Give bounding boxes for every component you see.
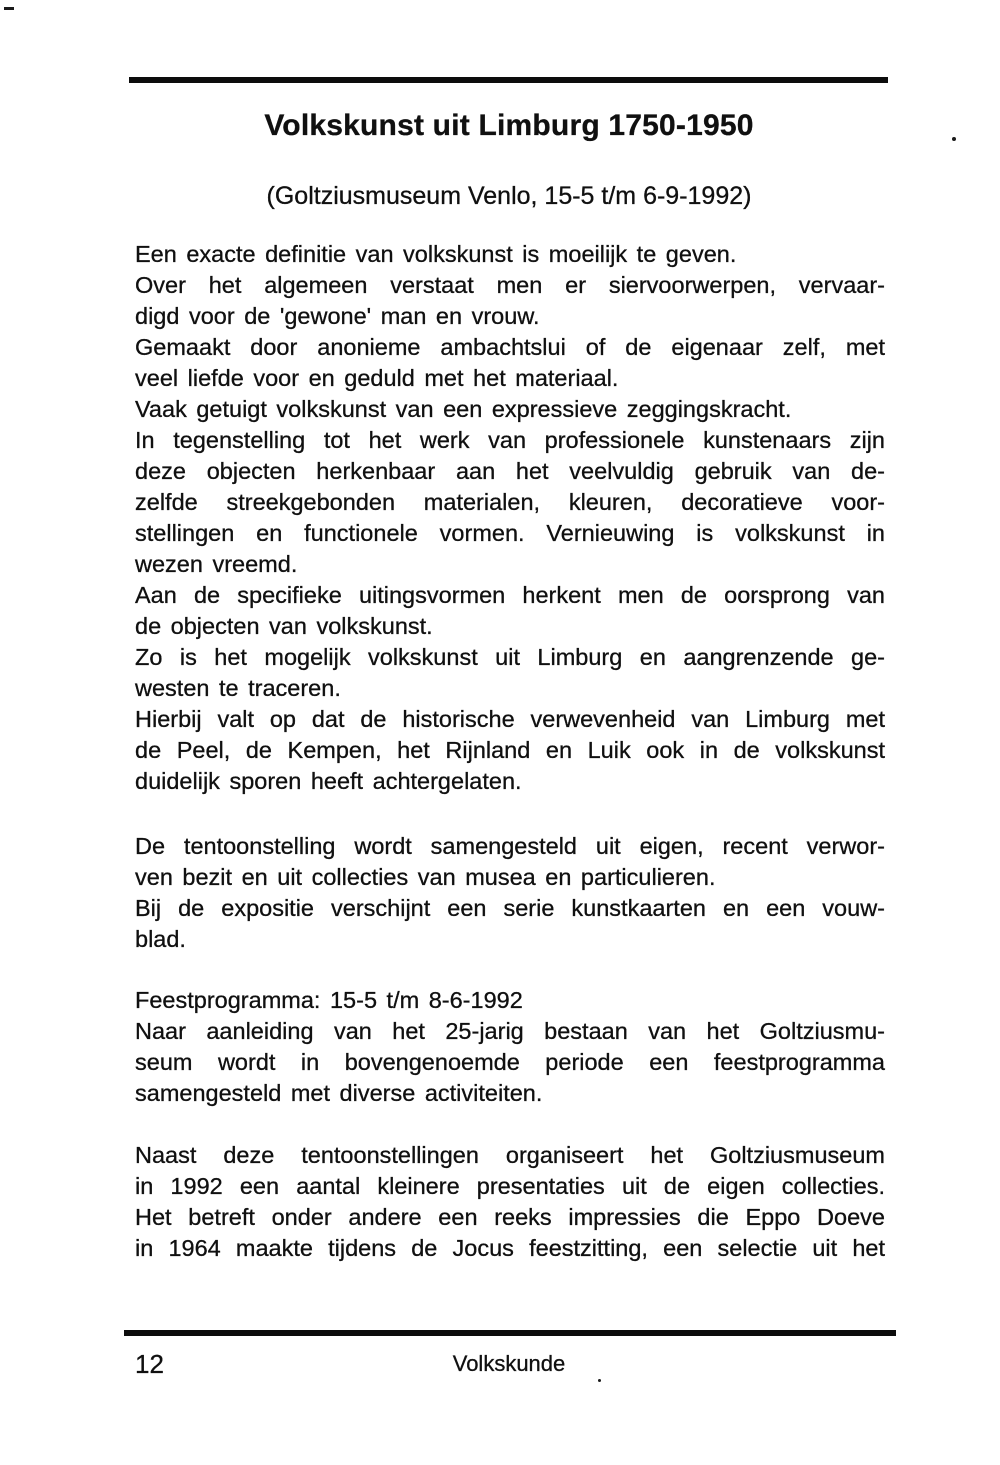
text-line: Naar aanleiding van het 25-jarig bestaan van het Goltziusmu- <box>135 1018 885 1044</box>
text-line: Het betreft onder andere een reeks impressies die Eppo Doeve <box>135 1204 885 1230</box>
text-line: Bij de expositie verschijnt een serie kunstkaarten en een vouw- <box>135 895 885 921</box>
page-title: Volkskunst uit Limburg 1750-1950 <box>264 109 754 142</box>
top-rule <box>129 77 888 83</box>
text-line: Feestprogramma: 15-5 t/m 8-6-1992 <box>135 987 523 1013</box>
bottom-rule <box>124 1330 896 1336</box>
paragraph-block <box>135 985 885 1109</box>
text-line: Hierbij valt op dat de historische verwevenheid van Limburg met <box>135 706 885 732</box>
text-line: samengesteld met diverse activiteiten. <box>135 1080 543 1106</box>
text-line: seum wordt in bovengenoemde periode een feestprogramma <box>135 1049 885 1075</box>
text-line: ven bezit en uit collecties van musea en particulieren. <box>135 864 716 890</box>
paragraph-block <box>135 831 885 955</box>
text-line: deze objecten herkenbaar aan het veelvuldig gebruik van de- <box>135 458 885 484</box>
text-line: Naast deze tentoonstellingen organiseert het Goltziusmuseum <box>135 1142 885 1168</box>
text-line: in 1964 maakte tijdens de Jocus feestzitting, een selectie uit het <box>135 1235 885 1261</box>
paragraph-block <box>135 239 885 797</box>
scan-artifact-speck <box>598 1379 601 1382</box>
body-text <box>135 239 885 1264</box>
text-line: duidelijk sporen heeft achtergelaten. <box>135 768 522 794</box>
text-line: Aan de specifieke uitingsvormen herkent men de oorsprong van <box>135 582 885 608</box>
text-line: Zo is het mogelijk volkskunst uit Limburg en aangrenzende ge- <box>135 644 885 670</box>
journal-name: Volkskunde <box>452 1351 566 1376</box>
text-line: veel liefde voor en geduld met het materiaal. <box>135 365 619 391</box>
text-line: Over het algemeen verstaat men er siervoorwerpen, vervaar- <box>135 272 885 298</box>
text-line: de Peel, de Kempen, het Rijnland en Luik ook in de volkskunst <box>135 737 885 763</box>
scan-artifact-dot <box>952 137 956 141</box>
text-line: stellingen en functionele vormen. Vernieuwing is volkskunst in <box>135 520 885 546</box>
text-line: wezen vreemd. <box>135 551 298 577</box>
text-line: westen te traceren. <box>135 675 341 701</box>
scan-artifact-dash <box>4 7 14 10</box>
text-line: in 1992 een aantal kleinere presentaties uit de eigen collecties. <box>135 1173 885 1199</box>
page-number: 12 <box>135 1349 164 1379</box>
text-line: De tentoonstelling wordt samengesteld uit eigen, recent verwor- <box>135 833 885 859</box>
text-line: Vaak getuigt volkskunst van een expressieve zeggingskracht. <box>135 396 792 422</box>
text-line: Gemaakt door anonieme ambachtslui of de eigenaar zelf, met <box>135 334 885 360</box>
text-line: In tegenstelling tot het werk van professionele kunstenaars zijn <box>135 427 885 453</box>
text-line: zelfde streekgebonden materialen, kleuren, decoratieve voor- <box>135 489 885 515</box>
page-subtitle: (Goltziusmuseum Venlo, 15-5 t/m 6-9-1992) <box>266 182 752 210</box>
text-line: Een exacte definitie van volkskunst is moeilijk te geven. <box>135 241 737 267</box>
text-line: digd voor de 'gewone' man en vrouw. <box>135 303 540 329</box>
paragraph-block <box>135 1140 885 1264</box>
text-line: blad. <box>135 926 186 952</box>
text-line: de objecten van volkskunst. <box>135 613 433 639</box>
